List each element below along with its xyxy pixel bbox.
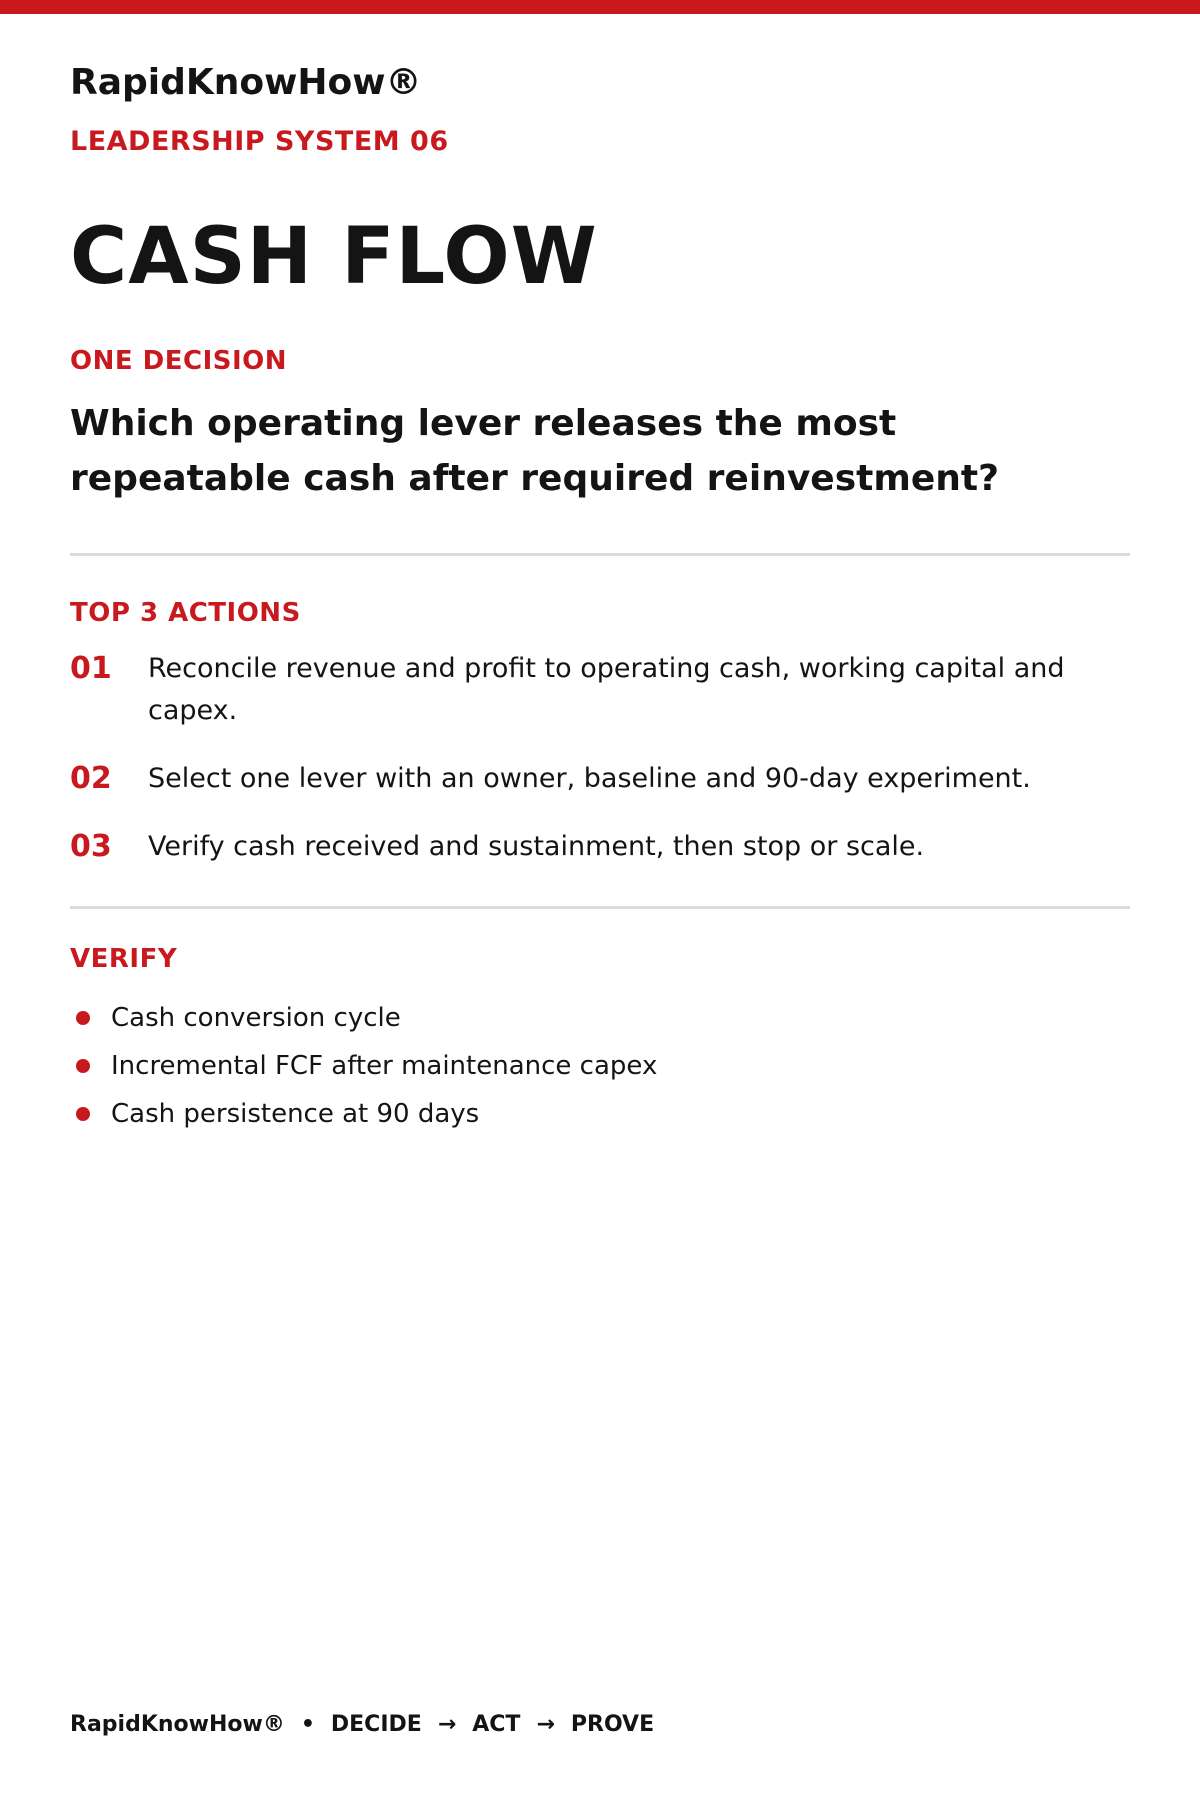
divider: [70, 906, 1130, 909]
arrow-right-icon: →: [536, 1712, 555, 1737]
bullet-dot-icon: [76, 1107, 90, 1121]
footer-bullet: •: [300, 1712, 315, 1737]
footer-step-decide: DECIDE: [330, 1712, 422, 1737]
bullet-dot-icon: [76, 1011, 90, 1025]
system-label: LEADERSHIP SYSTEM 06: [70, 126, 449, 157]
decision-label: ONE DECISION: [70, 346, 288, 376]
verify-list: [70, 994, 657, 1138]
action-text: Select one lever with an owner, baseline and 90-day experiment.: [148, 763, 1031, 794]
verify-label: VERIFY: [70, 944, 178, 974]
action-item: [70, 648, 1130, 732]
verify-text: Cash conversion cycle: [111, 1003, 401, 1033]
verify-item: [70, 994, 657, 1042]
actions-label: TOP 3 ACTIONS: [70, 598, 301, 628]
verify-item: [70, 1090, 657, 1138]
action-number: 03: [70, 829, 112, 864]
top-accent-bar: [0, 0, 1200, 14]
action-number: 01: [70, 651, 112, 686]
footer-step-act: ACT: [472, 1712, 521, 1737]
arrow-right-icon: →: [437, 1712, 457, 1737]
divider: [70, 553, 1130, 556]
action-item: [70, 758, 1130, 800]
action-text: Verify cash received and sustainment, then stop or scale.: [148, 831, 925, 862]
footer: [70, 1712, 654, 1737]
action-text: Reconcile revenue and profit to operating cash, working capital and capex.: [148, 653, 1065, 726]
decision-question: Which operating lever releases the most repeatable cash after required reinvestment?: [70, 403, 999, 499]
actions-list: [70, 648, 1130, 894]
verify-text: Incremental FCF after maintenance capex: [111, 1051, 658, 1081]
footer-brand: RapidKnowHow®: [70, 1712, 285, 1737]
bullet-dot-icon: [76, 1059, 90, 1073]
page-title: CASH FLOW: [70, 212, 598, 302]
action-item: [70, 826, 1130, 868]
verify-text: Cash persistence at 90 days: [111, 1099, 480, 1129]
verify-item: [70, 1042, 657, 1090]
action-number: 02: [70, 761, 112, 796]
footer-step-prove: PROVE: [570, 1712, 655, 1737]
brand-name: RapidKnowHow®: [70, 62, 422, 103]
